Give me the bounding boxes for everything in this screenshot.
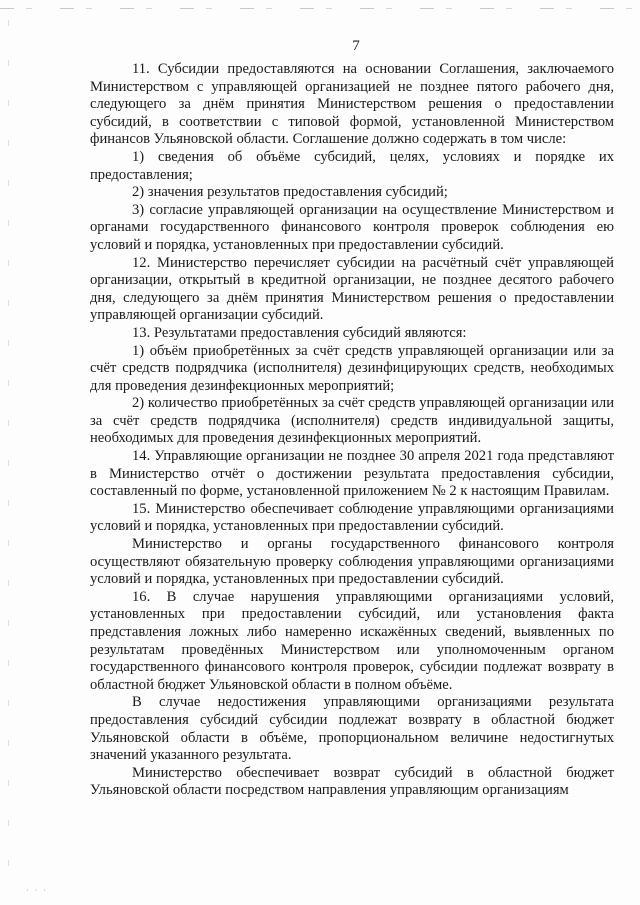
paragraph-11-item-1: 1) сведения об объёме субсидий, целях, условиях и порядке их предоставления; <box>90 148 614 183</box>
paragraph-13-item-1: 1) объём приобретённых за счёт средств управляющей организации или за счёт средств подрядчика (исполнителя) дезинфицирующих средств, необходимых для проведения дезинфекционных мероприятий; <box>90 342 614 394</box>
paragraph-16: 16. В случае нарушения управляющими организациями условий, установленных при предоставлении субсидий, или установления факта представления ложных либо намеренно искажённых сведений, выявленных по результатам проведённых Министерством или уполномоченным органом государственного финансового контроля проверок, субсидии подлежат возврату в областной бюджет Ульяновской области в полном объёме. <box>90 588 614 693</box>
paragraph-11-item-2: 2) значения результатов предоставления субсидий; <box>132 184 448 201</box>
paragraph-13: 13. Результатами предоставления субсидий являются: <box>132 324 467 341</box>
scan-artifact-marks: · · · <box>26 886 48 895</box>
paragraph-13-item-2: 2) количество приобретённых за счёт средств управляющей организации или за счёт средств подрядчика (исполнителя) средств индивидуальной защиты, необходимых для проведения дезинфекционных мероприятий. <box>90 395 614 447</box>
paragraph-11-item-3: 3) согласие управляющей организации на осуществление Министерством и органами государственного финансового контроля проверок соблюдения ею условий и порядка, установленных при предоставлении субсидий. <box>90 201 614 253</box>
document-body <box>90 61 614 800</box>
page-number: 7 <box>352 38 360 54</box>
paragraph-16-return: Министерство обеспечивает возврат субсидий в областной бюджет Ульяновской области посредством направления управляющим организациям <box>90 764 614 799</box>
paragraph-14: 14. Управляющие организации не позднее 30 апреля 2021 года представляют в Министерство отчёт о достижении результата предоставления субсидии, составленный по форме, установленной приложением № 2 к настоящим Правилам. <box>90 448 614 500</box>
paragraph-15-control: Министерство и органы государственного финансового контроля осуществляют обязательную проверку соблюдения управляющими организациями условий и порядка, установленных при предоставлении субсидий. <box>90 536 614 588</box>
paragraph-16-non-achievement: В случае недостижения управляющими организациями результата предоставления субсидий субсидии подлежат возврату в областной бюджет Ульяновской области в объёме, пропорциональном величине недостигнутых значений указанного результата. <box>90 694 614 764</box>
paragraph-12: 12. Министерство перечисляет субсидии на расчётный счёт управляющей организации, открытый в кредитной организации, не позднее десятого рабочего дня, следующего за днём принятия Министерством решения о предоставлении управляющей организации субсидий. <box>90 254 614 324</box>
paragraph-11: 11. Субсидии предоставляются на основании Соглашения, заключаемого Министерством с управляющей организацией не позднее пятого рабочего дня, следующего за днём принятия Министерством решения о предоставлении субсидий, в соответствии с типовой формой, установленной Министерством финансов Ульяновской области. Соглашение должно содержать в том числе: <box>90 61 614 148</box>
paragraph-15: 15. Министерство обеспечивает соблюдение управляющими организациями условий и порядка, установленных при предоставлении субсидий. <box>90 500 614 535</box>
scan-edge-left <box>8 20 9 880</box>
scan-edge-top <box>0 8 640 9</box>
